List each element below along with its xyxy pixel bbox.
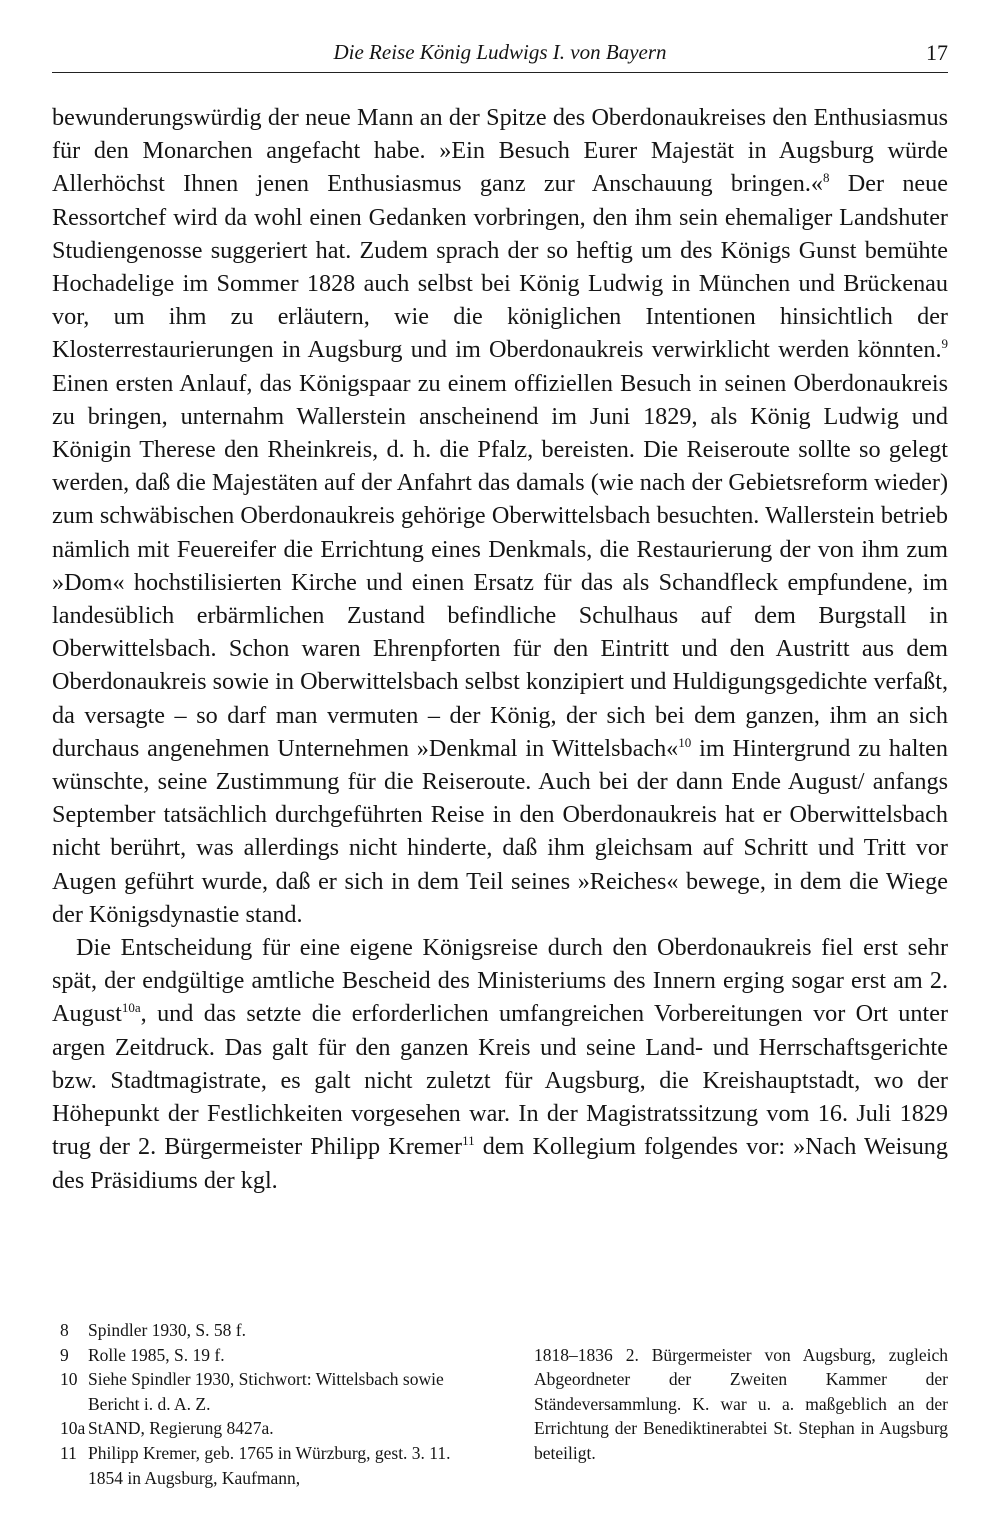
text-run: Einen ersten Anlauf, das Königspaar zu einem offiziellen Besuch in seinen Oberdonaukreis zu bringen, unternahm Wallerstein anscheinend im Juni 1829, als König Ludwig und Königin Therese den Rheinkreis, d. h. die Pfalz, bereisten. Die Reiseroute sollte so gelegt werden, daß die Majestäten auf der Anfahrt das damals (wie nach der Gebietsreform wieder) zum schwäbischen Oberdonaukreis gehörige Oberwittelsbach besuchten. Wallerstein betrieb nämlich mit Feuereifer die Errichtung eines Denkmals, die Restaurierung der von ihm zum »Dom« hochstilisierten Kirche und einen Ersatz für das als Schandfleck empfundene, im landesüblich erbärmlichen Zustand befindliche Schulhaus auf dem Burgstall in Oberwittelsbach. Schon waren Ehrenpforten für den Eintritt und den Austritt aus dem Oberdonaukreis sowie in Oberwittelsbach selbst konzipiert und Huldigungsgedichte verfaßt, da versagte – so darf man vermuten – der König, der sich bei dem ganzen, ihm an sich durchaus angenehmen Unternehmen »Denkmal in Wittelsbach«: [52, 369, 948, 762]
main-text: [52, 101, 948, 1197]
footnote-text: Siehe Spindler 1930, Stichwort: Wittelsbach sowie Bericht i. d. A. Z.: [88, 1369, 444, 1414]
page-number: 17: [926, 40, 948, 65]
footnote-8: [52, 1318, 484, 1343]
footnote-ref-8: 8: [822, 170, 830, 186]
footnotes-left-column: [52, 1318, 484, 1490]
footnote-11: [52, 1441, 484, 1490]
footnote-text: Spindler 1930, S. 58 f.: [88, 1320, 246, 1340]
footnote-text: Philipp Kremer, geb. 1765 in Würzburg, gest. 3. 11. 1854 in Augsburg, Kaufmann,: [88, 1442, 451, 1488]
paragraph-1: [52, 101, 948, 931]
text-run: , und das setzte die erforderlichen umfangreichen Vorbereitungen vor Ort unter argen Zeitdruck. Das galt für den ganzen Kreis und seine Land- und Herrschaftsgerichte bzw. Stadtmagistrate, es galt nicht zuletzt für Augsburg, die Kreishauptstadt, wo der Höhepunkt der Festlichkeiten vorgesehen war. In der Magistratssitzung vom 16. Juli 1829 trug der 2. Bürgermeister Philipp Kremer: [52, 1000, 948, 1161]
footnote-ref-11: 11: [462, 1133, 475, 1149]
footnote-number: 9: [60, 1344, 69, 1365]
footnote-number: 11: [60, 1442, 77, 1463]
footnote-number: 10: [60, 1369, 78, 1390]
footnote-ref-10: 10: [678, 734, 692, 750]
footnotes-right-column: 1818–1836 2. Bürgermeister von Augsburg, zugleich Abgeordneter der Zweiten Kammer der Ständeversammlung. K. war u. a. maßgeblich an der Errichtung der Benediktinerabtei St. Stephan in Augsburg beteiligt.: [534, 1344, 948, 1463]
running-header: [52, 38, 948, 73]
text-run: Die Entscheidung für eine eigene Königsreise durch den Oberdonaukreis fiel erst sehr spät, der endgültige amtliche Bescheid des Ministeriums des Innern erging sogar erst am 2. August: [52, 934, 948, 1028]
footnote-number: 8: [60, 1320, 69, 1340]
footnote-10a: [52, 1416, 484, 1441]
footnote-9: [52, 1343, 484, 1368]
paragraph-2: [52, 931, 948, 1197]
footnote-number: 10a: [60, 1418, 86, 1439]
footnote-ref-9: 9: [941, 336, 948, 352]
footnote-10: [52, 1367, 484, 1416]
text-run: Der neue Ressortchef wird da wohl einen Gedanken vorbringen, den ihm sein ehemaliger Landshuter Studiengenosse suggeriert hat. Zudem sprach der so heftig um des Königs Gunst bemühte Hochadelige im Sommer 1828 auch selbst bei König Ludwig in München und Brückenau vor, um ihm zu erläutern, wie die königlichen Intentionen hinsichtlich der Klosterrestaurierungen in Augsburg und im Oberdonaukreis verwirklicht werden könnten.: [52, 170, 948, 364]
text-run: dem Kollegium folgendes vor: »Nach Weisung des Präsidiums der kgl.: [52, 1133, 948, 1194]
footnote-ref-10a: 10a: [121, 1000, 141, 1016]
footnote-text: StAND, Regierung 8427a.: [88, 1418, 274, 1439]
running-title: Die Reise König Ludwigs I. von Bayern: [333, 40, 667, 64]
text-run: bewunderungswürdig der neue Mann an der Spitze des Oberdonaukreises den Enthusiasmus für den Monarchen angefacht habe. »Ein Besuch Eurer Majestät in Augsburg würde Allerhöchst Ihnen jenen Enthusiasmus ganz zur Anschauung bringen.«: [52, 104, 948, 198]
footnote-text: Rolle 1985, S. 19 f.: [88, 1344, 225, 1365]
text-run: im Hintergrund zu halten wünschte, seine Zustimmung für die Reiseroute. Auch bei der dann Ende August/ anfangs September tatsächlich durchgeführten Reise in den Oberdonaukreis hat er Oberwittelsbach nicht berührt, was allerdings nicht hinderte, daß ihm gleichsam auf Schritt und Tritt vor Augen geführt wurde, daß er sich in dem Teil seines »Reiches« bewege, in dem die Wiege der Königsdynastie stand.: [52, 734, 948, 928]
footnotes: [52, 1318, 948, 1498]
